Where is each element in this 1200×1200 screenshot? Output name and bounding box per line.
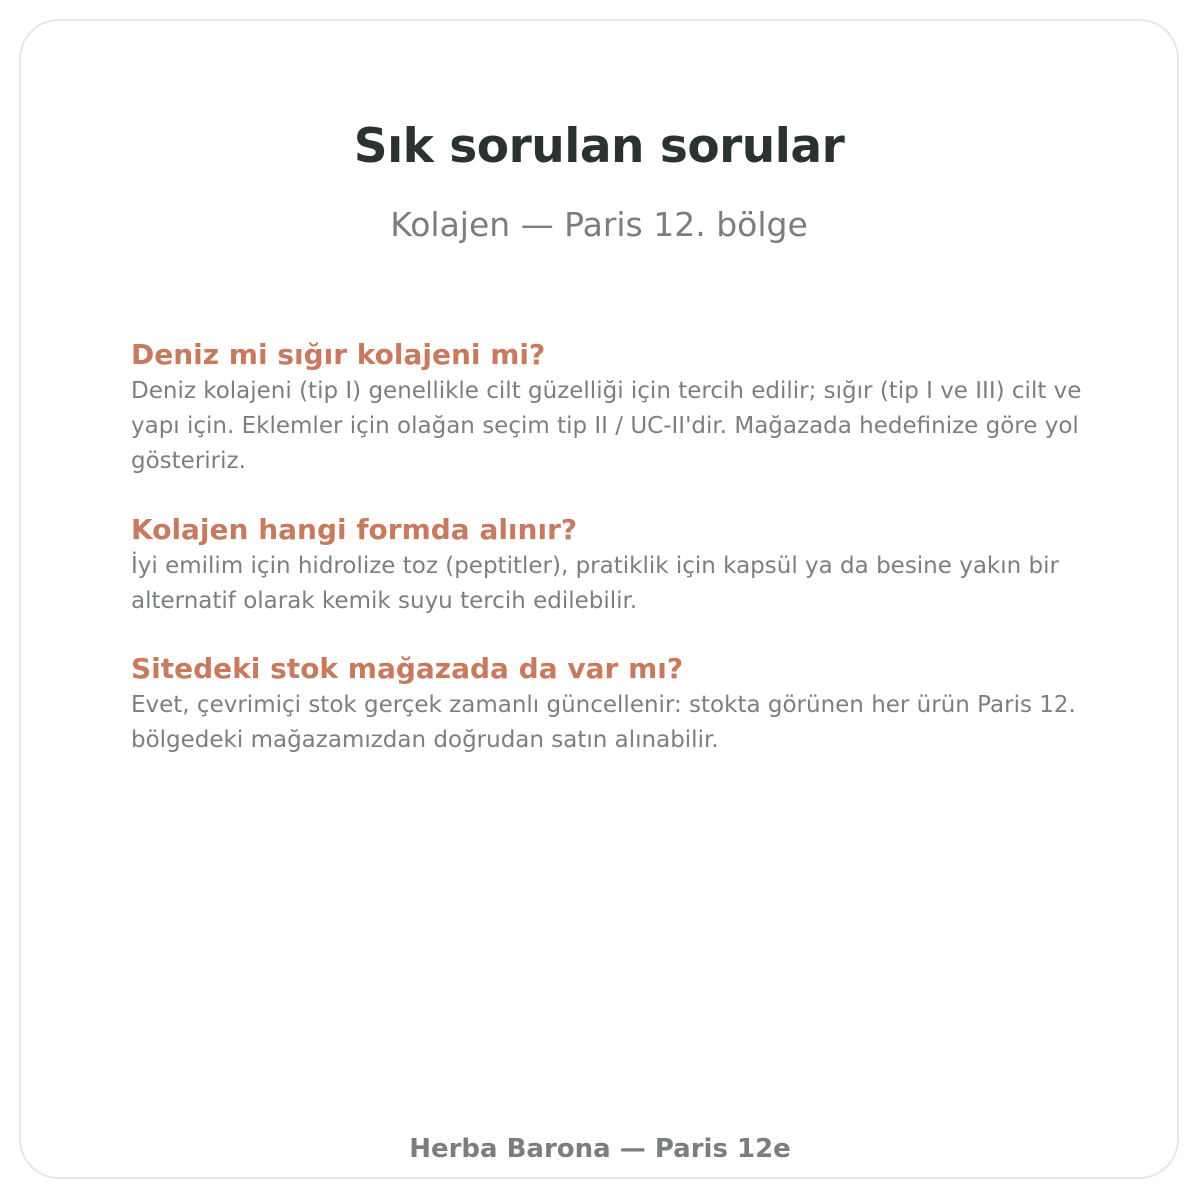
faq-answer: Evet, çevrimiçi stok gerçek zamanlı güncellenir: stokta görünen her ürün Paris 12. bölgedeki mağazamızdan doğrudan satın alınabilir. [131, 692, 1076, 753]
faq-item [131, 650, 1121, 758]
page-title: Sık sorulan sorular [353, 119, 845, 174]
footer-brand: Herba Barona — Paris 12e [409, 1134, 791, 1164]
faq-question: Kolajen hangi formda alınır? [131, 513, 578, 546]
faq-card [19, 19, 1179, 1179]
faq-answer: İyi emilim için hidrolize toz (peptitler), pratiklik için kapsül ya da besine yakın bir alternatif olarak kemik suyu tercih edilebilir. [131, 553, 1059, 614]
faq-question: Deniz mi sığır kolajeni mi? [131, 338, 546, 371]
faq-answer: Deniz kolajeni (tip I) genellikle cilt güzelliği için tercih edilir; sığır (tip I ve III) cilt ve yapı için. Eklemler için olağan seçim tip II / UC-II'dir. Mağazada hedefinize göre yol gösteririz. [131, 378, 1082, 474]
faq-item [131, 336, 1121, 479]
faq-item [131, 511, 1121, 619]
page-subtitle: Kolajen — Paris 12. bölge [390, 205, 808, 244]
faq-question: Sitedeki stok mağazada da var mı? [131, 652, 684, 685]
